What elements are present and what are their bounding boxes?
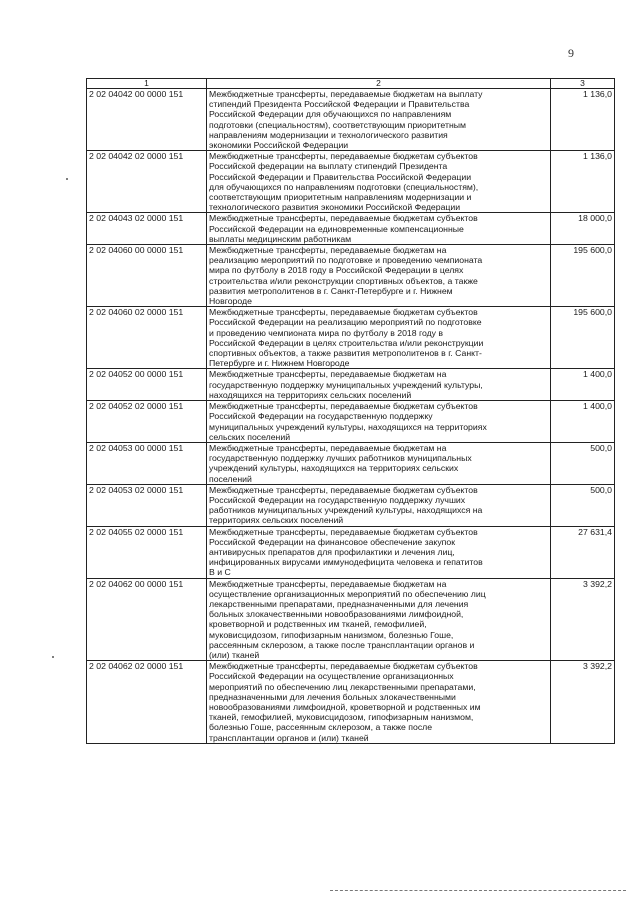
description-cell: Межбюджетные трансферты, передаваемые бюджетам субъектов Российской Федерации на реализацию мероприятий по подготовке и проведению чемпионата мира по футболу в 2018 году в Российской Федерации в целях строительства и/или реконструкции спортивных объектов, а также развития метрополитенов в г. Санкт- Петербурге и г. Нижнем Новгороде (207, 307, 551, 369)
description-cell: Межбюджетные трансферты, передаваемые бюджетам субъектов Российской федерации на выплату стипендий Президента Российской Федерации и Правительства Российской Федерации для обучающихся по направлениям подготовки (специальностям), соответствующим приоритетным направлениям модернизации и технологического развития экономики Российской Федерации (207, 151, 551, 213)
amount-cell: 1 136,0 (551, 89, 615, 151)
description-cell: Межбюджетные трансферты, передаваемые бюджетам на государственную поддержку муниципальных учреждений культуры, находящихся на территориях сельских поселений (207, 369, 551, 401)
table-row (87, 307, 615, 369)
amount-cell: 1 400,0 (551, 369, 615, 401)
amount-cell: 195 600,0 (551, 307, 615, 369)
description-cell: Межбюджетные трансферты, передаваемые бюджетам на осуществление организационных мероприятий по обеспечению лиц лекарственными препаратами, предназначенными для лечения больных злокачественными новообразованиями лимфоидной, кроветворной и родственных им тканей, гемофилией, муковисцидозом, гипофизарным нанизмом, болезнью Гоше, рассеянным склерозом, а также после трансплантации органов и (или) тканей (207, 578, 551, 661)
page-number: 9 (568, 46, 574, 60)
table-row (87, 89, 615, 151)
table-row (87, 442, 615, 484)
budget-code-cell: 2 02 04060 00 0000 151 (87, 245, 207, 307)
table-row (87, 526, 615, 578)
budget-code-cell: 2 02 04042 00 0000 151 (87, 89, 207, 151)
description-cell: Межбюджетные трансферты, передаваемые бюджетам субъектов Российской Федерации на государственную поддержку муниципальных учреждений культуры, находящихся на территориях сельских поселений (207, 401, 551, 443)
amount-cell: 18 000,0 (551, 213, 615, 245)
description-cell: Межбюджетные трансферты, передаваемые бюджетам субъектов Российской Федерации на единовременные компенсационные выплаты медицинским работникам (207, 213, 551, 245)
description-cell: Межбюджетные трансферты, передаваемые бюджетам на государственную поддержку лучших работников муниципальных учреждений культуры, находящихся на территориях сельских поселений (207, 442, 551, 484)
budget-code-cell: 2 02 04053 02 0000 151 (87, 484, 207, 526)
column-header-code: 1 (87, 79, 207, 89)
budget-code-cell: 2 02 04052 00 0000 151 (87, 369, 207, 401)
description-cell: Межбюджетные трансферты, передаваемые бюджетам на выплату стипендий Президента Российской Федерации и Правительства Российской Федерации для обучающихся по направлениям подготовки (специальностям), соответствующим приоритетным направлениям модернизации и технологического развития экономики Российской Федерации (207, 89, 551, 151)
description-cell: Межбюджетные трансферты, передаваемые бюджетам на реализацию мероприятий по подготовке и проведению чемпионата мира по футболу в 2018 году в Российской Федерации в целях строительства и/или реконструкции спортивных объектов, а также развития метрополитенов в г. Санкт-Петербурге и г. Нижнем Новгороде (207, 245, 551, 307)
table-row (87, 401, 615, 443)
column-header-description: 2 (207, 79, 551, 89)
table-row (87, 661, 615, 744)
amount-cell: 3 392,2 (551, 578, 615, 661)
table-row (87, 151, 615, 213)
table-row (87, 213, 615, 245)
description-cell: Межбюджетные трансферты, передаваемые бюджетам субъектов Российской Федерации на осуществление организационных мероприятий по обеспечению лиц лекарственными препаратами, предназначенными для лечения больных злокачественными новообразованиями лимфоидной, кроветворной и родственных им тканей, гемофилией, муковисцидозом, гипофизарным нанизмом, болезнью Гоше, рассеянным склерозом, а также после трансплантации органов и (или) тканей (207, 661, 551, 744)
table-header (87, 79, 615, 89)
header-row (87, 79, 615, 89)
scan-speck (52, 656, 54, 658)
budget-code-cell: 2 02 04052 02 0000 151 (87, 401, 207, 443)
amount-cell: 500,0 (551, 442, 615, 484)
amount-cell: 1 136,0 (551, 151, 615, 213)
budget-code-cell: 2 02 04055 02 0000 151 (87, 526, 207, 578)
budget-code-cell: 2 02 04062 02 0000 151 (87, 661, 207, 744)
budget-code-cell: 2 02 04060 02 0000 151 (87, 307, 207, 369)
table-row (87, 578, 615, 661)
description-cell: Межбюджетные трансферты, передаваемые бюджетам субъектов Российской Федерации на финансовое обеспечение закупок антивирусных препаратов для профилактики и лечения лиц, инфицированных вирусами иммунодефицита человека и гепатитов В и С (207, 526, 551, 578)
column-header-amount: 3 (551, 79, 615, 89)
amount-cell: 500,0 (551, 484, 615, 526)
table-row (87, 369, 615, 401)
table-body (87, 89, 615, 744)
footer-divider (330, 890, 626, 891)
amount-cell: 195 600,0 (551, 245, 615, 307)
description-cell: Межбюджетные трансферты, передаваемые бюджетам субъектов Российской Федерации на государственную поддержку лучших работников муниципальных учреждений культуры, находящихся на территориях сельских поселений (207, 484, 551, 526)
budget-table (86, 78, 615, 744)
amount-cell: 3 392,2 (551, 661, 615, 744)
budget-code-cell: 2 02 04042 02 0000 151 (87, 151, 207, 213)
budget-code-cell: 2 02 04053 00 0000 151 (87, 442, 207, 484)
budget-code-cell: 2 02 04062 00 0000 151 (87, 578, 207, 661)
budget-code-cell: 2 02 04043 02 0000 151 (87, 213, 207, 245)
amount-cell: 1 400,0 (551, 401, 615, 443)
amount-cell: 27 631,4 (551, 526, 615, 578)
table-row (87, 245, 615, 307)
table-row (87, 484, 615, 526)
scan-speck (66, 178, 68, 180)
